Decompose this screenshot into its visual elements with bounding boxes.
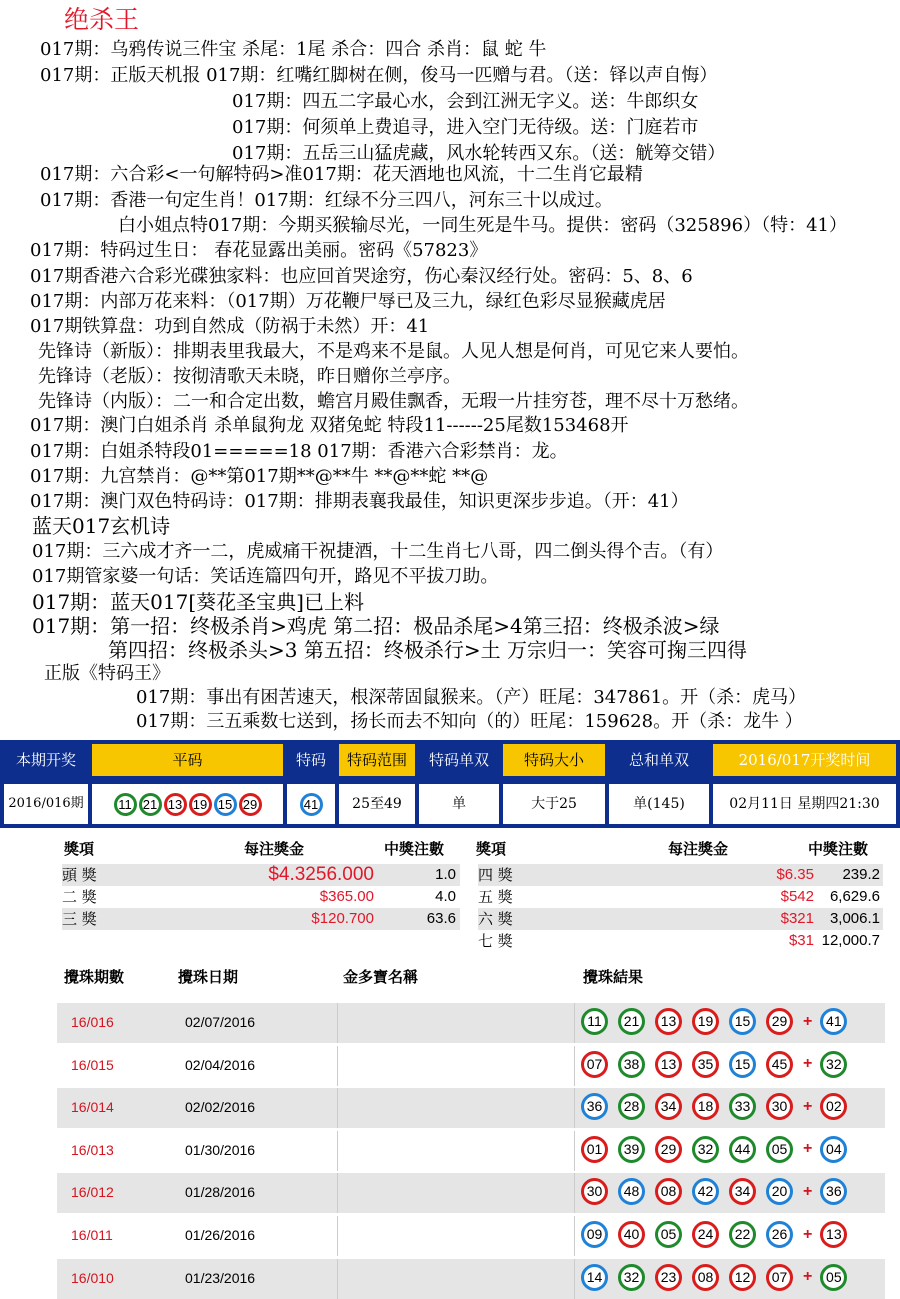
header-regular-numbers: 平码 <box>92 744 283 776</box>
number-ball: 40 <box>618 1221 645 1248</box>
history-period: 16/012 <box>71 1184 114 1201</box>
prize-header-money: 每注獎金 <box>244 840 305 858</box>
number-ball: 18 <box>692 1093 719 1120</box>
number-ball: 45 <box>766 1051 793 1078</box>
history-date: 01/28/2016 <box>185 1184 256 1201</box>
header-special-size: 特码大小 <box>503 744 605 776</box>
text-line: 017期：三六成才齐一二，虎威痛干祝捷酒，十二生肖七八哥，四二倒头得个吉。（有） <box>32 541 724 562</box>
text-line: 017期：四五二字最心水，会到江洲无字义。送：牛郎织女 <box>232 91 699 112</box>
prize-name: 二 獎 <box>62 888 97 906</box>
history-date: 02/07/2016 <box>185 1014 256 1030</box>
number-ball: 38 <box>618 1051 645 1078</box>
history-name-cell <box>337 1173 575 1213</box>
prize-money: $542 <box>780 888 814 905</box>
prize-row <box>478 864 883 886</box>
number-ball: 05 <box>820 1264 847 1291</box>
special-range: 25至49 <box>339 784 415 824</box>
history-row <box>57 1216 885 1256</box>
regular-balls <box>92 784 283 824</box>
history-header-result: 攪珠結果 <box>583 968 644 986</box>
number-ball: 05 <box>655 1221 682 1248</box>
number-ball: 20 <box>766 1178 793 1205</box>
history-row <box>57 1003 885 1043</box>
number-ball: 08 <box>655 1178 682 1205</box>
text-line: 017期：六合彩<一句解特码>准017期：花天酒地也风流，十二生肖它最精 <box>40 164 643 185</box>
history-name-cell <box>337 1216 575 1256</box>
number-ball: 14 <box>581 1264 608 1291</box>
number-ball: 35 <box>692 1051 719 1078</box>
number-ball: 21 <box>618 1008 645 1035</box>
header-special-odd-even: 特码单双 <box>419 744 499 776</box>
text-line: 017期：五岳三山猛虎藏，风水轮转西又东。（送：觥筹交错） <box>232 143 726 164</box>
prize-header-money-2: 每注獎金 <box>668 840 729 858</box>
number-ball: 11 <box>114 793 137 816</box>
number-ball: 29 <box>239 793 262 816</box>
text-line: 017期：蓝天017[葵花圣宝典]已上料 <box>32 590 364 614</box>
plus-sign: + <box>803 1140 813 1158</box>
history-date: 01/26/2016 <box>185 1227 256 1243</box>
history-balls <box>581 1093 847 1120</box>
text-line: 017期：事出有困苦速天，根深蒂固鼠猴来。（产）旺尾：347861。开（杀：虎马） <box>136 687 807 708</box>
number-ball: 29 <box>655 1136 682 1163</box>
history-balls <box>581 1008 847 1035</box>
history-header-period: 攪珠期數 <box>64 968 125 986</box>
prize-name: 七 獎 <box>478 932 513 950</box>
history-row <box>57 1088 885 1128</box>
text-line: 017期：何须单上费追寻，进入空门无待级。送：门庭若市 <box>232 117 699 138</box>
history-name-cell <box>337 1003 575 1043</box>
history-date: 01/30/2016 <box>185 1141 256 1158</box>
history-row <box>57 1173 885 1213</box>
header-sum-odd-even: 总和单双 <box>609 744 709 776</box>
plus-sign: + <box>803 1182 813 1200</box>
text-line: 017期：澳门双色特码诗：017期：排期表襄我最佳，知识更深步步追。（开：41） <box>30 491 689 512</box>
header-current-draw: 本期开奖 <box>4 744 88 776</box>
history-balls <box>581 1051 847 1078</box>
number-ball: 12 <box>729 1264 756 1291</box>
history-balls <box>581 1178 847 1205</box>
number-ball: 09 <box>581 1221 608 1248</box>
prize-money: $31 <box>788 932 814 949</box>
plus-sign: + <box>803 1268 813 1286</box>
next-draw-time: 02月11日 星期四21:30 <box>713 784 896 824</box>
header-next-draw-time: 2016/017开奖时间 <box>713 744 896 776</box>
text-line: 白小姐点特017期：今期买猴输尽光，一同生死是牛马。提供：密码（325896）（特：41） <box>118 215 847 236</box>
prize-header-name: 獎項 <box>64 840 95 858</box>
text-line: 017期：特码过生日： 春花显露出美丽。密码《57823》 <box>30 240 488 261</box>
number-ball: 41 <box>820 1008 847 1035</box>
history-period: 16/013 <box>71 1141 114 1158</box>
number-ball: 23 <box>655 1264 682 1291</box>
plus-sign: + <box>803 1012 813 1030</box>
history-balls <box>581 1136 847 1163</box>
text-line: 017期：澳门白姐杀肖 杀单鼠狗龙 双猪兔蛇 特段11------25尾数153468开 <box>30 415 629 436</box>
text-line: 017期铁算盘：功到自然成（防祸于未然）开：41 <box>30 316 430 337</box>
prize-count: 239.2 <box>842 866 880 883</box>
prize-name: 三 獎 <box>62 910 97 928</box>
number-ball: 07 <box>581 1051 608 1078</box>
plus-sign: + <box>803 1055 813 1073</box>
prize-name: 五 獎 <box>478 888 513 906</box>
number-ball: 48 <box>618 1178 645 1205</box>
number-ball: 07 <box>766 1264 793 1291</box>
page-title: 绝杀王 <box>64 5 140 34</box>
text-line: 正版《特码王》 <box>44 663 170 684</box>
number-ball: 22 <box>729 1221 756 1248</box>
prize-money: $120.700 <box>311 910 374 927</box>
prize-count: 12,000.7 <box>821 932 880 949</box>
prize-name: 頭 獎 <box>62 866 97 884</box>
prize-row <box>478 886 883 908</box>
history-header-name: 金多寶名稱 <box>343 968 419 986</box>
prize-money: $4.3256.000 <box>268 864 374 885</box>
history-date: 01/23/2016 <box>185 1269 256 1286</box>
number-ball: 41 <box>300 793 323 816</box>
number-ball: 39 <box>618 1136 645 1163</box>
number-ball: 33 <box>729 1093 756 1120</box>
number-ball: 28 <box>618 1093 645 1120</box>
text-line: 017期：乌鸦传说三件宝 杀尾：1尾 杀合：四合 杀肖：鼠 蛇 牛 <box>40 39 547 60</box>
history-name-cell <box>337 1046 575 1086</box>
prize-name: 六 獎 <box>478 910 513 928</box>
number-ball: 26 <box>766 1221 793 1248</box>
prize-count: 1.0 <box>435 866 456 883</box>
history-row <box>57 1259 885 1299</box>
number-ball: 32 <box>820 1051 847 1078</box>
number-ball: 32 <box>692 1136 719 1163</box>
history-name-cell <box>337 1131 575 1171</box>
number-ball: 34 <box>729 1178 756 1205</box>
prize-header-count: 中獎注數 <box>384 840 445 858</box>
prize-count: 3,006.1 <box>829 910 880 927</box>
plus-sign: + <box>803 1097 813 1115</box>
text-line: 017期：九宫禁肖：@**第017期**@**牛 **@**蛇 **@ <box>30 466 489 487</box>
text-line: 蓝天017玄机诗 <box>32 514 171 538</box>
history-period: 16/011 <box>71 1227 113 1243</box>
text-line: 017期：正版天机报 017期：红嘴红脚树在侧，俊马一匹赠与君。（送：铎以声自悔） <box>40 65 718 86</box>
number-ball: 01 <box>581 1136 608 1163</box>
special-ball-cell <box>287 784 335 824</box>
history-name-cell <box>337 1259 575 1299</box>
number-ball: 44 <box>729 1136 756 1163</box>
history-name-cell <box>337 1088 575 1128</box>
prize-row <box>62 886 460 908</box>
number-ball: 21 <box>139 793 162 816</box>
prize-row <box>62 908 460 930</box>
number-ball: 13 <box>655 1008 682 1035</box>
prize-name: 四 獎 <box>478 866 513 884</box>
text-line: 017期：第一招：终极杀肖>鸡虎 第二招：极品杀尾>4第三招：终极杀波>绿 <box>32 614 720 638</box>
header-special-number: 特码 <box>287 744 335 776</box>
header-special-range: 特码范围 <box>339 744 415 776</box>
prize-money: $365.00 <box>319 888 374 905</box>
text-line: 017期香港六合彩光碟独家料：也应回首哭途穷，伤心秦汉经行处。密码：5、8、6 <box>30 266 693 287</box>
history-period: 16/010 <box>71 1269 114 1286</box>
history-header-date: 攪珠日期 <box>178 968 239 986</box>
number-ball: 08 <box>692 1264 719 1291</box>
number-ball: 13 <box>655 1051 682 1078</box>
number-ball: 24 <box>692 1221 719 1248</box>
prize-money: $321 <box>780 910 814 927</box>
prize-header-count-2: 中獎注數 <box>808 840 869 858</box>
prize-count: 4.0 <box>435 888 456 905</box>
history-row <box>57 1131 885 1171</box>
number-ball: 34 <box>655 1093 682 1120</box>
history-balls <box>581 1221 847 1248</box>
text-line: 先锋诗（新版）：排期表里我最大，不是鸡来不是鼠。人见人想是何肖，可见它来人要怕。 <box>38 341 749 362</box>
prize-header-name-2: 獎項 <box>476 840 507 858</box>
number-ball: 11 <box>581 1008 608 1035</box>
number-ball: 13 <box>164 793 187 816</box>
plus-sign: + <box>803 1225 813 1243</box>
number-ball: 29 <box>766 1008 793 1035</box>
number-ball: 42 <box>692 1178 719 1205</box>
text-line: 017期：三五乘数七送到，扬长而去不知向（的）旺尾：159628。开（杀：龙牛 ） <box>136 711 803 732</box>
prize-count: 63.6 <box>426 910 456 927</box>
number-ball: 15 <box>729 1051 756 1078</box>
number-ball: 30 <box>581 1178 608 1205</box>
history-period: 16/014 <box>71 1099 114 1116</box>
text-line: 017期：香港一句定生肖！017期：红绿不分三四八，河东三十以成过。 <box>40 190 613 211</box>
text-line: 017期管家婆一句话：笑话连篇四句开，路见不平拔刀助。 <box>32 566 499 587</box>
number-ball: 15 <box>729 1008 756 1035</box>
result-table <box>0 740 900 828</box>
text-line: 017期：内部万花来料：（017期）万花鞭尸辱已及三九，绿红色彩尽显猴藏虎居 <box>30 291 666 312</box>
sum-odd-even: 单(145) <box>609 784 709 824</box>
history-period: 16/015 <box>71 1056 114 1073</box>
number-ball: 15 <box>214 793 237 816</box>
history-date: 02/02/2016 <box>185 1099 256 1116</box>
text-line: 017期：白姐杀特段01=====18 017期：香港六合彩禁肖：龙。 <box>30 441 568 462</box>
number-ball: 19 <box>189 793 212 816</box>
number-ball: 13 <box>820 1221 847 1248</box>
text-line: 先锋诗（内版）：二一和合定出数，蟾宫月殿佳飘香，无瑕一片挂穷苍，理不尽十万愁绪。 <box>38 391 749 412</box>
number-ball: 02 <box>820 1093 847 1120</box>
history-row <box>57 1046 885 1086</box>
number-ball: 30 <box>766 1093 793 1120</box>
special-odd-even: 单 <box>419 784 499 824</box>
text-line: 第四招：终极杀头>3 第五招：终极杀行>土 万宗归一：笑容可掬三四得 <box>108 638 747 662</box>
prize-count: 6,629.6 <box>829 888 880 905</box>
special-size: 大于25 <box>503 784 605 824</box>
prize-row <box>478 930 883 952</box>
prize-money: $6.35 <box>776 866 814 883</box>
history-date: 02/04/2016 <box>185 1056 256 1073</box>
number-ball: 36 <box>581 1093 608 1120</box>
prize-row <box>478 908 883 930</box>
text-line: 先锋诗（老版）：按彻清歌天未晓，昨日赠你兰亭序。 <box>38 366 461 387</box>
history-period: 16/016 <box>71 1014 114 1030</box>
history-balls <box>581 1264 847 1291</box>
prize-row <box>62 864 460 886</box>
draw-period: 2016/016期 <box>4 784 88 824</box>
number-ball: 32 <box>618 1264 645 1291</box>
number-ball: 05 <box>766 1136 793 1163</box>
number-ball: 19 <box>692 1008 719 1035</box>
number-ball: 36 <box>820 1178 847 1205</box>
number-ball: 04 <box>820 1136 847 1163</box>
